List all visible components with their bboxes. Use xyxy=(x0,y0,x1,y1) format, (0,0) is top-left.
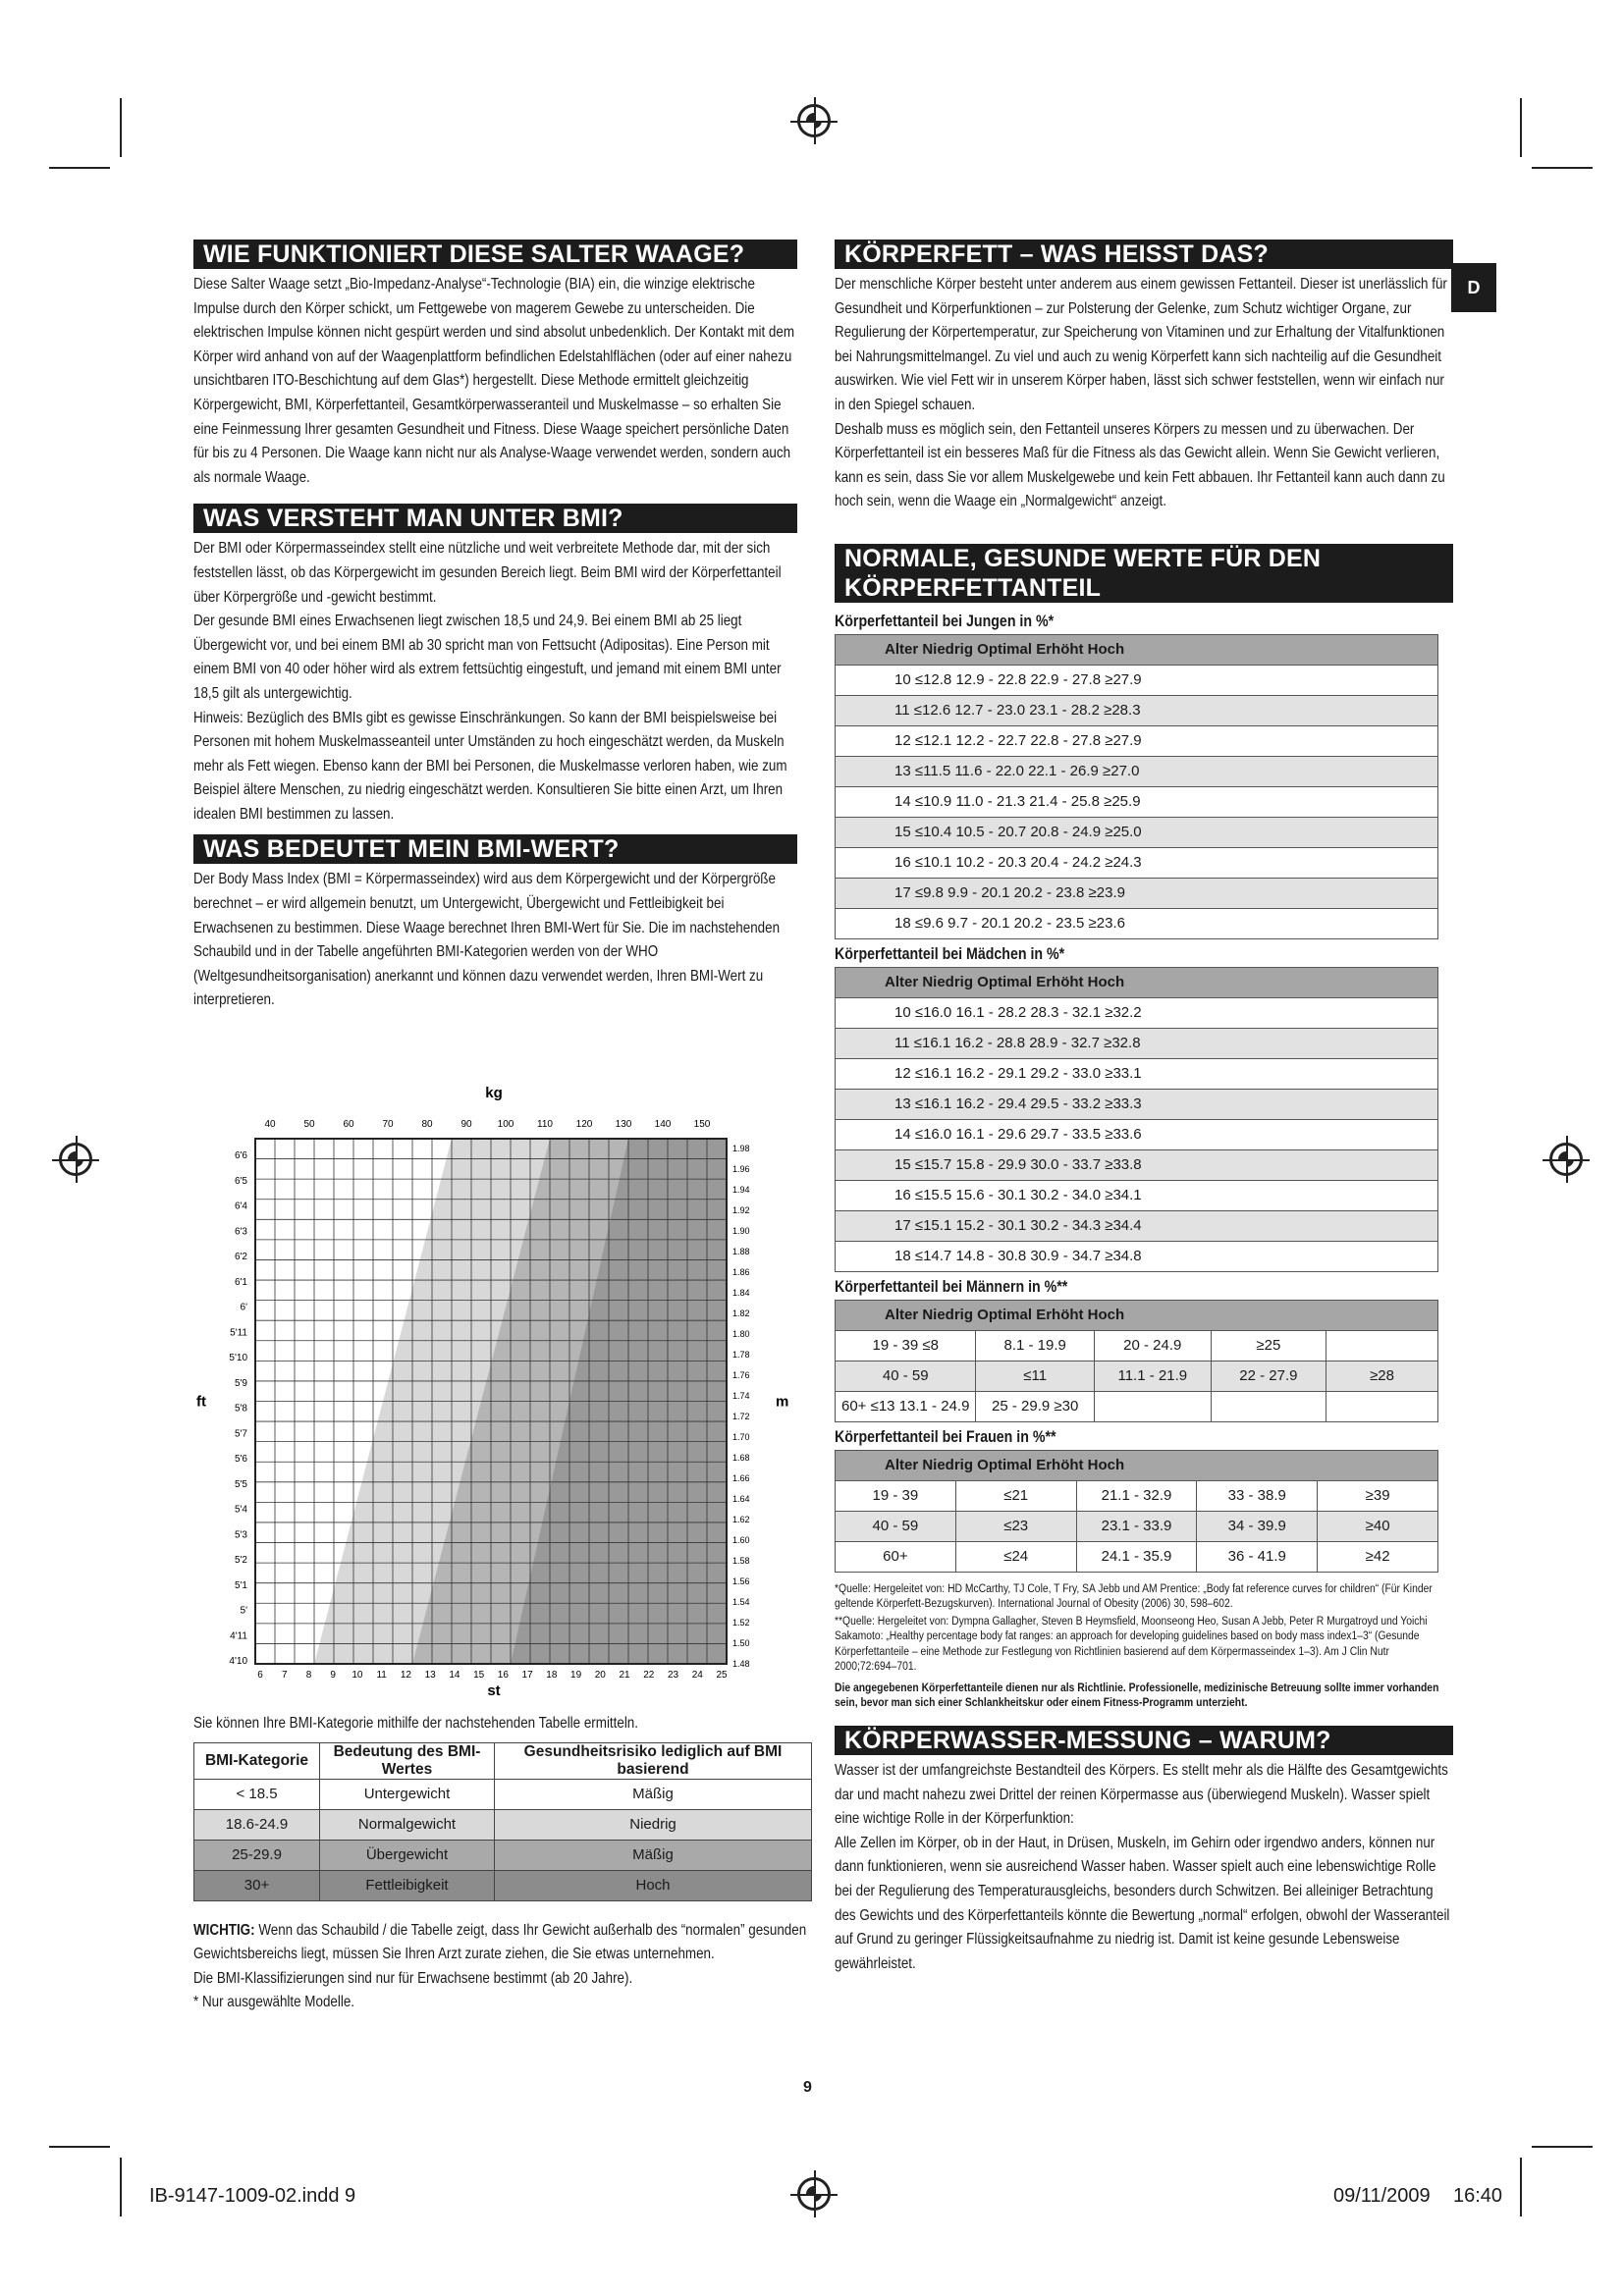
table-row xyxy=(836,1180,1438,1210)
table-cell: 15 ≤10.4 10.5 - 20.7 20.8 - 24.9 ≥25.0 xyxy=(836,817,1438,847)
kg-tick-label: 50 xyxy=(303,1119,315,1130)
table-cell xyxy=(1094,1391,1211,1421)
m-tick-label: 1.68 xyxy=(732,1453,750,1463)
table-row xyxy=(194,1809,812,1840)
kg-tick-label: 60 xyxy=(343,1119,354,1130)
section-title: KÖRPERWASSER-MESSUNG – WARUM? xyxy=(835,1726,1453,1755)
registration-mark-icon xyxy=(797,2177,831,2211)
table-row xyxy=(836,1210,1438,1241)
table-row xyxy=(836,997,1438,1028)
m-tick-label: 1.66 xyxy=(732,1473,750,1483)
table-row xyxy=(836,1058,1438,1089)
crop-mark xyxy=(120,98,122,157)
footer-file: IB-9147-1009-02.indd 9 xyxy=(149,2185,356,2207)
kg-tick-label: 40 xyxy=(264,1119,276,1130)
table-cell: 12 ≤12.1 12.2 - 22.7 22.8 - 27.8 ≥27.9 xyxy=(836,725,1438,756)
st-tick-label: 21 xyxy=(619,1670,630,1681)
table-row xyxy=(836,1149,1438,1180)
ft-tick-label: 6'4 xyxy=(234,1201,247,1212)
ft-tick-label: 6' xyxy=(240,1302,247,1313)
table-row xyxy=(836,1089,1438,1119)
ft-tick-label: 6'3 xyxy=(234,1226,247,1238)
disclaimer: Die angegebenen Körperfettanteile dienen nur als Richtlinie. Professionelle, medizinische Betreuung sollte immer vorhanden sein, bevor man sich einer Schlankheitskur oder einem Fitness-Programm unterzieht. xyxy=(835,1682,1439,1710)
section-title: NORMALE, GESUNDE WERTE FÜR DEN KÖRPERFETTANTEIL xyxy=(835,544,1453,603)
st-tick-label: 23 xyxy=(667,1670,679,1681)
table-row xyxy=(194,1870,812,1900)
ft-tick-label: 4'10 xyxy=(229,1656,247,1667)
ft-tick-label: 6'2 xyxy=(234,1252,247,1262)
ft-tick-label: 6'6 xyxy=(234,1150,247,1161)
table-cell: 25 - 29.9 ≥30 xyxy=(976,1391,1095,1421)
m-tick-label: 1.76 xyxy=(732,1370,750,1380)
table-cell: < 18.5 xyxy=(194,1779,320,1809)
women-fat-table xyxy=(835,1450,1438,1573)
st-tick-label: 9 xyxy=(330,1670,336,1681)
table-header: Bedeutung des BMI-Wertes xyxy=(320,1742,495,1779)
table-cell: Mäßig xyxy=(495,1840,812,1870)
st-tick-label: 8 xyxy=(305,1670,312,1681)
ft-tick-label: 6'1 xyxy=(234,1276,247,1288)
important-note xyxy=(193,1919,822,1967)
table-cell: ≤21 xyxy=(955,1480,1076,1511)
m-tick-label: 1.54 xyxy=(732,1597,750,1607)
table-row xyxy=(836,1028,1438,1058)
section-title: WIE FUNKTIONIERT DIESE SALTER WAAGE? xyxy=(193,240,797,269)
table-cell: 30+ xyxy=(194,1870,320,1900)
crop-mark xyxy=(1520,2158,1522,2216)
table-cell: 8.1 - 19.9 xyxy=(976,1330,1095,1361)
models-note: * Nur ausgewählte Modelle. xyxy=(193,1994,355,2011)
ft-tick-label: 5'2 xyxy=(234,1555,247,1566)
source-note: *Quelle: Hergeleitet von: HD McCarthy, TJ Cole, T Fry, SA Jebb und AM Prentice: „Body fat reference curves for children“ (Für Kinder geltende Körperfett-Bezugskurven). International Journal of Obesity (2006) 30, 598–602. xyxy=(835,1582,1433,1611)
table-row xyxy=(836,1119,1438,1149)
section-title: KÖRPERFETT – WAS HEISST DAS? xyxy=(835,240,1453,269)
table-row xyxy=(836,725,1438,756)
ft-tick-label: 5'1 xyxy=(234,1579,247,1591)
st-tick-label: 17 xyxy=(521,1670,533,1681)
crop-mark xyxy=(49,167,110,169)
table-header-row xyxy=(836,967,1438,997)
m-tick-label: 1.62 xyxy=(732,1515,750,1524)
table-cell: ≤24 xyxy=(955,1541,1076,1572)
kg-axis-label: kg xyxy=(485,1085,503,1101)
table-cell: 21.1 - 32.9 xyxy=(1076,1480,1197,1511)
table-cell: 10 ≤12.8 12.9 - 22.8 22.9 - 27.8 ≥27.9 xyxy=(836,665,1438,695)
section-text: Deshalb muss es möglich sein, den Fettanteil unseres Körpers zu messen und zu überwachen. Der Körperfettanteil ist ein besseres Maß für die Fitness als das Gewicht allein. Wenn Sie Gewicht verlieren, kann es sein, dass Sie vor allem Muskelgewebe und kein Fett abbauen. Ihr Fettanteil kann auch dann zu hoch sein, wenn die Waage ein „Normalgewicht“ anzeigt. xyxy=(835,420,1445,510)
crop-mark xyxy=(49,2146,110,2148)
table-cell: 40 - 59 xyxy=(836,1361,976,1391)
section-title: WAS VERSTEHT MAN UNTER BMI? xyxy=(193,504,797,533)
table-cell: 15 ≤15.7 15.8 - 29.9 30.0 - 33.7 ≥33.8 xyxy=(836,1149,1438,1180)
ft-tick-label: 5'4 xyxy=(234,1504,247,1516)
st-tick-label: 14 xyxy=(449,1670,460,1681)
table-cell: ≥25 xyxy=(1211,1330,1326,1361)
table-cell: 33 - 38.9 xyxy=(1197,1480,1318,1511)
table-header-row xyxy=(836,1300,1438,1330)
m-axis-label: m xyxy=(776,1393,789,1411)
table-cell: Fettleibigkeit xyxy=(320,1870,495,1900)
m-tick-label: 1.60 xyxy=(732,1535,750,1545)
table-header: Alter Niedrig Optimal Erhöht Hoch xyxy=(836,1300,1438,1330)
kg-tick-label: 150 xyxy=(693,1119,711,1130)
table-cell: Normalgewicht xyxy=(320,1809,495,1840)
table-cell: 23.1 - 33.9 xyxy=(1076,1511,1197,1541)
st-tick-label: 19 xyxy=(570,1670,582,1681)
kg-tick-label: 100 xyxy=(497,1119,514,1130)
table-cell: 17 ≤15.1 15.2 - 30.1 30.2 - 34.3 ≥34.4 xyxy=(836,1210,1438,1241)
table-cell: 19 - 39 ≤8 xyxy=(836,1330,976,1361)
m-tick-label: 1.74 xyxy=(732,1391,750,1401)
footer-date: 09/11/2009 xyxy=(1333,2185,1431,2207)
ft-tick-label: 5'3 xyxy=(234,1529,247,1541)
table-row xyxy=(836,665,1438,695)
kg-tick-label: 140 xyxy=(654,1119,672,1130)
ft-tick-label: 5'6 xyxy=(234,1454,247,1465)
table-row xyxy=(836,1511,1438,1541)
table-cell xyxy=(1326,1330,1438,1361)
table-row xyxy=(836,1480,1438,1511)
table-cell: 10 ≤16.0 16.1 - 28.2 28.3 - 32.1 ≥32.2 xyxy=(836,997,1438,1028)
m-tick-label: 1.88 xyxy=(732,1247,750,1256)
st-tick-label: 18 xyxy=(546,1670,558,1681)
left-column xyxy=(193,240,797,1013)
m-tick-label: 1.98 xyxy=(732,1144,750,1153)
table-cell: ≥39 xyxy=(1318,1480,1438,1511)
ft-tick-label: 5'8 xyxy=(234,1403,247,1415)
table-cell: 11.1 - 21.9 xyxy=(1094,1361,1211,1391)
st-tick-label: 11 xyxy=(376,1670,387,1681)
table-header: Gesundheitsrisiko lediglich auf BMI basierend xyxy=(495,1742,812,1779)
crop-mark xyxy=(1532,167,1593,169)
table-cell: 17 ≤9.8 9.9 - 20.1 20.2 - 23.8 ≥23.9 xyxy=(836,878,1438,908)
m-tick-label: 1.70 xyxy=(732,1432,750,1442)
registration-mark-icon xyxy=(1549,1143,1583,1176)
table-row xyxy=(836,1241,1438,1271)
m-tick-label: 1.48 xyxy=(732,1659,750,1669)
m-tick-label: 1.78 xyxy=(732,1350,750,1360)
section-text: Wasser ist der umfangreichste Bestandteil des Körpers. Es stellt mehr als die Hälfte des Gesamtgewichts dar und macht nahezu zwei Drittel der reinen Körpermasse aus (überwiegend Muskeln). Wasser spielt eine wichtige Rolle in der Körperfunktion: xyxy=(835,1761,1448,1828)
table-header: Alter Niedrig Optimal Erhöht Hoch xyxy=(836,967,1438,997)
m-tick-label: 1.90 xyxy=(732,1226,750,1236)
table-cell: 11 ≤12.6 12.7 - 23.0 23.1 - 28.2 ≥28.3 xyxy=(836,695,1438,725)
section-text: Der gesunde BMI eines Erwachsenen liegt zwischen 18,5 und 24,9. Bei einem BMI ab 25 liegt Übergewicht vor, und bei einem BMI ab 30 spricht man von Fettsucht (Adipositas). Eine Person mit einem BMI von 40 oder höher wird als extrem fettsüchtig eingestuft, und jemand mit einem BMI unter 18,5 gilt als untergewichtig. xyxy=(193,613,782,702)
table-cell: Hoch xyxy=(495,1870,812,1900)
crop-mark xyxy=(120,2158,122,2216)
table-row xyxy=(836,1391,1438,1421)
st-tick-label: 10 xyxy=(352,1670,363,1681)
table-cell: ≤23 xyxy=(955,1511,1076,1541)
table-row xyxy=(194,1840,812,1870)
m-tick-label: 1.80 xyxy=(732,1329,750,1339)
table-cell xyxy=(1211,1391,1326,1421)
table-header-row xyxy=(836,1450,1438,1480)
st-tick-label: 7 xyxy=(281,1670,288,1681)
table-header-row xyxy=(836,634,1438,665)
m-tick-label: 1.64 xyxy=(732,1494,750,1504)
table-cell: 14 ≤10.9 11.0 - 21.3 21.4 - 25.8 ≥25.9 xyxy=(836,786,1438,817)
section-text: Alle Zellen im Körper, ob in der Haut, in Drüsen, Muskeln, im Gehirn oder irgendwo anders, können nur dann funktionieren, wenn sie ausreichend Wasser haben. Wasser spielt auch eine lebenswichtige Rolle bei der Regulierung des Temperaturausgleichs, besonders durch Schwitzen. Bei alleiniger Betrachtung des Gewichts und des Körperfettanteils könnte die Bewertung „normal“ erfolgen, obwohl der Wasseranteil auf Grund zu geringer Flüssigkeitsaufnahme zu niedrig ist. Damit ist keine gesunde Lebensweise gewährleistet. xyxy=(835,1834,1450,1972)
table-cell: ≥28 xyxy=(1326,1361,1438,1391)
bmi-chart xyxy=(187,1080,815,1699)
kg-tick-label: 70 xyxy=(382,1119,394,1130)
page-number: 9 xyxy=(803,2079,812,2096)
table-cell: 13 ≤16.1 16.2 - 29.4 29.5 - 33.2 ≥33.3 xyxy=(836,1089,1438,1119)
table-cell: 40 - 59 xyxy=(836,1511,956,1541)
table-title: Körperfettanteil bei Mädchen in %* xyxy=(835,944,1065,963)
table-cell: ≥40 xyxy=(1318,1511,1438,1541)
kg-tick-label: 110 xyxy=(537,1119,553,1130)
table-header: Alter Niedrig Optimal Erhöht Hoch xyxy=(836,634,1438,665)
table-row xyxy=(836,1361,1438,1391)
st-tick-label: 24 xyxy=(691,1670,703,1681)
table-cell: 22 - 27.9 xyxy=(1211,1361,1326,1391)
table-cell: 20 - 24.9 xyxy=(1094,1330,1211,1361)
st-tick-label: 22 xyxy=(643,1670,655,1681)
m-tick-label: 1.82 xyxy=(732,1308,750,1318)
section-text: Diese Salter Waage setzt „Bio-Impedanz-Analyse“-Technologie (BIA) ein, die winzige elektrische Impulse durch den Körper schickt, um Fettgewebe von magerem Gewebe zu unterscheiden. Die elektrischen Impulse können nicht gespürt werden und sind absolut unbedenklich. Der Kontakt mit dem Körper wird anhand von auf der Waagenplattform befindlichen Edelstahlflächen (oder auf einer nahezu unsichtbaren ITO-Beschichtung auf dem Glas*) hergestellt. Diese Methode ermittelt gleichzeitig Körpergewicht, BMI, Körperfettanteil, Gesamtkörperwasseranteil und Muskelmasse – so erhalten Sie eine Feinmessung Ihrer gesamten Gesundheit und Fitness. Diese Waage speichert persönliche Daten für bis zu 4 Personen. Die Waage kann nicht nur als Analyse-Waage verwendet werden, sondern auch als normale Waage. xyxy=(193,276,795,486)
m-tick-label: 1.50 xyxy=(732,1638,750,1648)
table-cell: ≤11 xyxy=(976,1361,1095,1391)
kg-tick-label: 120 xyxy=(575,1119,593,1130)
m-tick-label: 1.58 xyxy=(732,1556,750,1566)
table-row xyxy=(836,1330,1438,1361)
ft-tick-label: 4'11 xyxy=(230,1630,247,1642)
table-cell: Mäßig xyxy=(495,1779,812,1809)
important-text: Wenn das Schaubild / die Tabelle zeigt, dass Ihr Gewicht außerhalb des “normalen” gesunden Gewichtsbereichs liegt, müssen Sie Ihren Arzt zurate ziehen, die Sie etwas unternehmen. xyxy=(193,1921,807,1963)
table-cell: 60+ ≤13 13.1 - 24.9 xyxy=(836,1391,976,1421)
ft-tick-label: 5'10 xyxy=(229,1353,247,1363)
table-row xyxy=(836,756,1438,786)
table-title: Körperfettanteil bei Frauen in %** xyxy=(835,1427,1056,1446)
section-text: Der BMI oder Körpermasseindex stellt eine nützliche und weit verbreitete Methode dar, mit der sich feststellen lässt, ob das Körpergewicht im gesunden Bereich liegt. Beim BMI wird der Körperfettanteil über Körpergröße und -gewicht bestimmt. xyxy=(193,540,782,606)
table-row xyxy=(836,878,1438,908)
st-tick-label: 15 xyxy=(473,1670,485,1681)
table-header: Alter Niedrig Optimal Erhöht Hoch xyxy=(836,1450,1438,1480)
table-cell: 13 ≤11.5 11.6 - 22.0 22.1 - 26.9 ≥27.0 xyxy=(836,756,1438,786)
table-cell: 25-29.9 xyxy=(194,1840,320,1870)
m-tick-label: 1.52 xyxy=(732,1618,750,1628)
table-row xyxy=(836,847,1438,878)
table-cell: 18 ≤14.7 14.8 - 30.8 30.9 - 34.7 ≥34.8 xyxy=(836,1241,1438,1271)
st-tick-label: 25 xyxy=(716,1670,728,1681)
source-note: **Quelle: Hergeleitet von: Dympna Gallagher, Steven B Heymsfield, Moonseong Heo, Susan A Jebb, Peter R Murgatroyd und Yoichi Sakamoto: „Healthy percentage body fat ranges: an approach for developing guidelines based on body mass index1–3“ (Gesunde Körperfettanteile – eine Methode zur Festlegung von Richtlinien basierend auf dem Körpermasseindex 1–3). Am J Clin Nutr 2000;72:694–701. xyxy=(835,1615,1428,1674)
m-tick-label: 1.92 xyxy=(732,1205,750,1215)
kg-tick-label: 130 xyxy=(615,1119,632,1130)
language-tab: D xyxy=(1451,263,1496,312)
kg-tick-label: 80 xyxy=(421,1119,433,1130)
table-header: BMI-Kategorie xyxy=(194,1742,320,1779)
registration-mark-icon xyxy=(59,1143,92,1176)
crop-mark xyxy=(1532,2146,1593,2148)
table-cell: 36 - 41.9 xyxy=(1197,1541,1318,1572)
table-cell: Übergewicht xyxy=(320,1840,495,1870)
table-cell: 24.1 - 35.9 xyxy=(1076,1541,1197,1572)
ft-tick-label: 6'5 xyxy=(234,1175,247,1187)
section-text: Der Body Mass Index (BMI = Körpermasseindex) wird aus dem Körpergewicht und der Körpergröße berechnet – er wird allgemein benutzt, um Untergewicht, Übergewicht und Fettleibigkeit bei Erwachsenen zu bestimmen. Diese Waage berechnet Ihren BMI-Wert für Sie. Die im nachstehenden Schaubild und in der Tabelle angeführten BMI-Kategorien werden von der WHO (Weltgesundheitsorganisation) anerkannt und können dazu verwendet werden, Ihren BMI-Wert zu interpretieren. xyxy=(193,871,781,1009)
st-tick-label: 20 xyxy=(594,1670,606,1681)
table-header-row xyxy=(194,1742,812,1779)
table-intro: Sie können Ihre BMI-Kategorie mithilfe der nachstehenden Tabelle ermitteln. xyxy=(193,1715,639,1732)
table-cell: 60+ xyxy=(836,1541,956,1572)
section-text: Der menschliche Körper besteht unter anderem aus einem gewissen Fettanteil. Dieser ist unerlässlich für Gesundheit und Körperfunktionen – zur Polsterung der Gelenke, zum Schutz wichtiger Organe, zur Regulierung der Körpertemperatur, zur Speicherung von Vitaminen und zur Erhaltung der Vitalfunktionen bei Nahrungsmittelmangel. Zu viel und auch zu wenig Körperfett kann sich nachteilig auf die Gesundheit auswirken. Wie viel Fett wir in unserem Körper haben, lässt sich schwer feststellen, wenn wir einfach nur in den Spiegel schauen. xyxy=(835,276,1447,413)
table-cell: 18 ≤9.6 9.7 - 20.1 20.2 - 23.5 ≥23.6 xyxy=(836,908,1438,938)
ft-tick-label: 5'5 xyxy=(234,1478,247,1490)
classification-note: Die BMI-Klassifizierungen sind nur für Erwachsene bestimmt (ab 20 Jahre). xyxy=(193,1969,633,1987)
left-column-lower xyxy=(193,1712,822,2015)
table-title: Körperfettanteil bei Männern in %** xyxy=(835,1277,1068,1296)
table-row xyxy=(836,695,1438,725)
ft-tick-label: 5'9 xyxy=(234,1377,247,1389)
m-tick-label: 1.56 xyxy=(732,1576,750,1586)
ft-tick-label: 5' xyxy=(240,1605,247,1617)
bmi-table xyxy=(193,1742,812,1901)
table-row xyxy=(836,1541,1438,1572)
st-tick-label: 13 xyxy=(424,1670,436,1681)
table-cell: 34 - 39.9 xyxy=(1197,1511,1318,1541)
m-tick-label: 1.96 xyxy=(732,1164,750,1174)
footer-time: 16:40 xyxy=(1453,2185,1503,2207)
m-tick-label: 1.84 xyxy=(732,1288,750,1298)
table-cell: ≥42 xyxy=(1318,1541,1438,1572)
table-cell: 11 ≤16.1 16.2 - 28.8 28.9 - 32.7 ≥32.8 xyxy=(836,1028,1438,1058)
ft-tick-label: 5'11 xyxy=(230,1327,247,1339)
table-row xyxy=(836,908,1438,938)
right-column xyxy=(835,240,1453,1976)
table-title: Körperfettanteil bei Jungen in %* xyxy=(835,612,1055,630)
table-cell: 16 ≤15.5 15.6 - 30.1 30.2 - 34.0 ≥34.1 xyxy=(836,1180,1438,1210)
ft-tick-label: 5'7 xyxy=(234,1428,247,1440)
table-cell: 14 ≤16.0 16.1 - 29.6 29.7 - 33.5 ≥33.6 xyxy=(836,1119,1438,1149)
table-cell: 19 - 39 xyxy=(836,1480,956,1511)
table-cell: 18.6-24.9 xyxy=(194,1809,320,1840)
st-axis-label: st xyxy=(487,1682,501,1699)
girls-fat-table xyxy=(835,967,1438,1272)
st-tick-label: 12 xyxy=(400,1670,411,1681)
boys-fat-table xyxy=(835,634,1438,939)
st-tick-label: 6 xyxy=(257,1670,263,1681)
men-fat-table xyxy=(835,1300,1438,1422)
kg-tick-label: 90 xyxy=(460,1119,472,1130)
registration-mark-icon xyxy=(797,104,831,137)
ft-axis-label: ft xyxy=(196,1393,206,1411)
section-text: Hinweis: Bezüglich des BMIs gibt es gewisse Einschränkungen. So kann der BMI beispielsweise bei Personen mit hohem Muskelmasseanteil unter Umständen zu hoch eingeschätzt werden, da Muskeln mehr als Fett wiegen. Ebenso kann der BMI bei Personen, die Muskelmasse verloren haben, wie zum Beispiel ältere Menschen, zu niedrig eingeschätzt werden. Konsultieren Sie bitte einen Arzt, um Ihren idealen BMI bestimmen zu lassen. xyxy=(193,709,787,823)
table-row xyxy=(194,1779,812,1809)
section-title: WAS BEDEUTET MEIN BMI-WERT? xyxy=(193,834,797,864)
st-tick-label: 16 xyxy=(497,1670,509,1681)
table-row xyxy=(836,786,1438,817)
table-cell: Niedrig xyxy=(495,1809,812,1840)
bmi-chart-svg xyxy=(187,1080,815,1699)
table-cell: 12 ≤16.1 16.2 - 29.1 29.2 - 33.0 ≥33.1 xyxy=(836,1058,1438,1089)
table-row xyxy=(836,817,1438,847)
m-tick-label: 1.86 xyxy=(732,1267,750,1277)
crop-mark xyxy=(1520,98,1522,157)
table-cell: Untergewicht xyxy=(320,1779,495,1809)
table-cell xyxy=(1326,1391,1438,1421)
table-cell: 16 ≤10.1 10.2 - 20.3 20.4 - 24.2 ≥24.3 xyxy=(836,847,1438,878)
m-tick-label: 1.72 xyxy=(732,1412,750,1421)
m-tick-label: 1.94 xyxy=(732,1185,750,1195)
important-label: WICHTIG: xyxy=(193,1921,255,1939)
